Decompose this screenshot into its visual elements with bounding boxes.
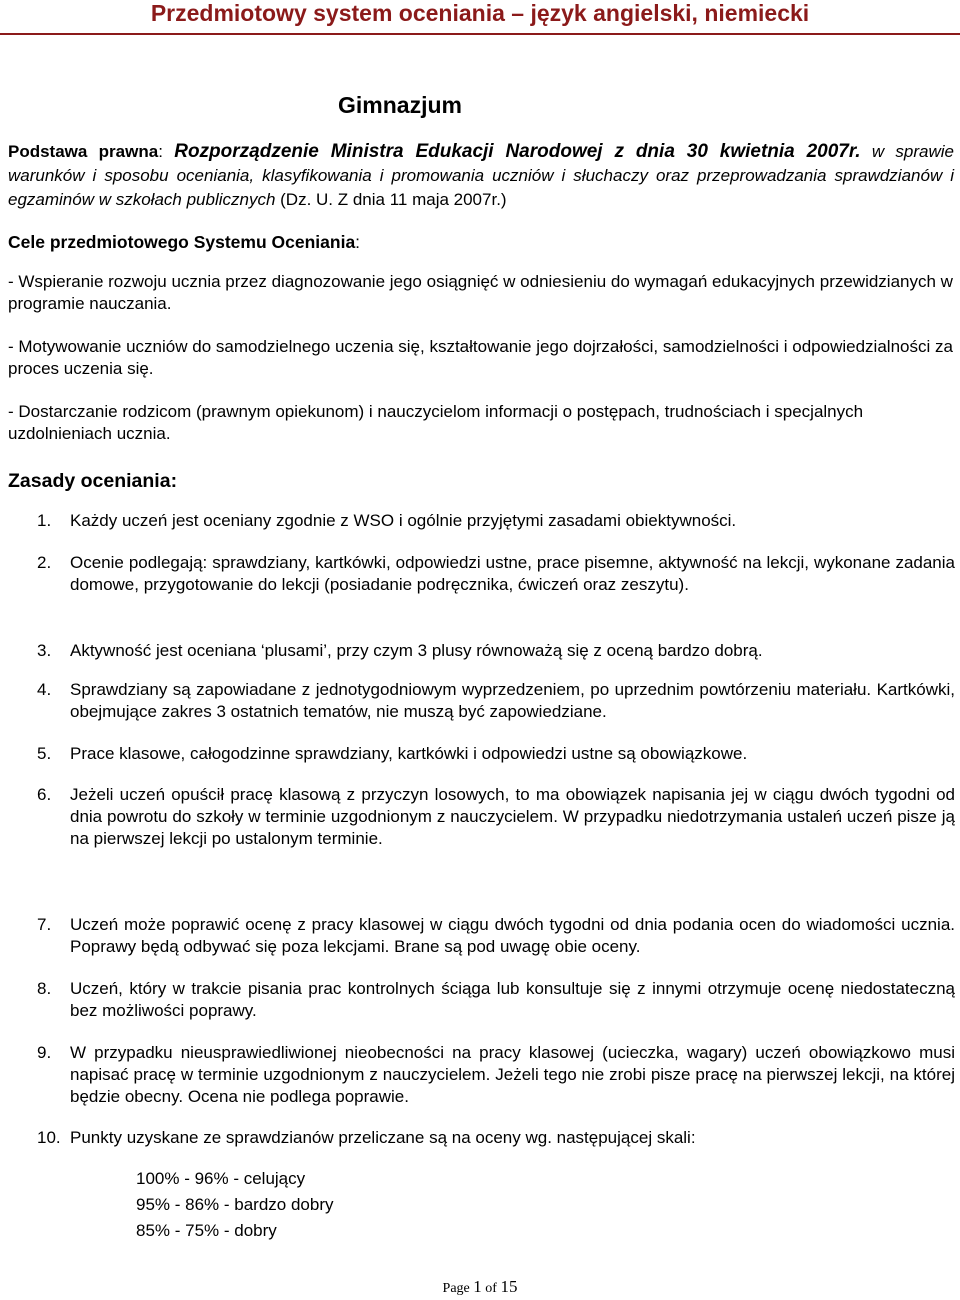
goal-item: - Dostarczanie rodzicom (prawnym opiekunom) i nauczycielom informacji o postępach, trudnościach i specjalnych uzdolnieniach ucznia. (8, 402, 864, 443)
rules-heading: Zasady oceniania: (8, 470, 178, 492)
goal-item: - Wspieranie rozwoju ucznia przez diagnozowanie jego osiągnięć w odniesieniu do wymagań edukacyjnych przewidzianych w programie nauczania. (8, 272, 953, 313)
legal-basis-title: Rozporządzenie Ministra Edukacji Narodowej z dnia 30 kwietnia 2007r. (174, 141, 861, 162)
footer-current-page: 1 (473, 1277, 482, 1296)
goal-item: - Motywowanie uczniów do samodzielnego uczenia się, kształtowanie jego dojrzałości, samodzielności i odpowiedzialności za proces uczenia się. (8, 337, 953, 378)
rule-item (37, 743, 955, 765)
legal-basis-colon: : (158, 142, 175, 161)
section-title: Gimnazjum (338, 92, 462, 118)
rule-text: Prace klasowe, całogodzinne sprawdziany, kartkówki i odpowiedzi ustne są obowiązkowe. (70, 744, 748, 763)
rule-number: 6. (37, 785, 52, 804)
rule-item (37, 784, 955, 850)
goals-heading-text: Cele przedmiotowego Systemu Oceniania (8, 232, 356, 252)
legal-basis-description: w sprawie warunków i sposobu oceniania, klasyfikowania i promowania uczniów i słuchaczy oraz przeprowadzania sprawdzianów i egzaminów w szkołach publicznych (8, 142, 954, 209)
legal-basis-label: Podstawa prawna (8, 142, 159, 161)
rule-text: Punkty uzyskane ze sprawdzianów przeliczane są na oceny wg. następującej skali: (70, 1128, 696, 1147)
rule-text: Aktywność jest oceniana ‘plusami’, przy czym 3 plusy równoważą się z oceną bardzo dobrą. (70, 641, 763, 660)
grading-scale-item: 95% - 86% - bardzo dobry (136, 1195, 334, 1214)
footer-page-word: Page (442, 1281, 470, 1296)
legal-basis-paragraph (8, 140, 954, 212)
rule-number: 5. (37, 744, 52, 763)
grading-scale-item: 100% - 96% - celujący (136, 1169, 306, 1188)
rule-text: Jeżeli uczeń opuścił pracę klasową z przyczyn losowych, to ma obowiązek napisania jej w ciągu dwóch tygodni od dnia powrotu do szkoły w terminie uzgodnionym z nauczycielem. W przypadku niedotrzymania ustaleń uczeń pisze ją na pierwszej lekcji po ustalonym terminie. (70, 785, 955, 848)
rule-text: Sprawdziany są zapowiadane z jednotygodniowym wyprzedzeniem, po uprzednim powtórzeniu materiału. Kartkówki, obejmujące zakres 3 ostatnich tematów, nie muszą być zapowiedziane. (70, 680, 955, 721)
header-divider (0, 33, 960, 35)
footer-total-pages: 15 (500, 1277, 518, 1296)
rule-item (37, 1042, 955, 1108)
footer-of-word: of (485, 1281, 497, 1296)
rule-text: Ocenie podlegają: sprawdziany, kartkówki, odpowiedzi ustne, prace pisemne, aktywność na lekcji, wykonane zadania domowe, przygotowanie do lekcji (posiadanie podręcznika, ćwiczeń oraz zeszytu). (70, 553, 955, 594)
rule-number: 2. (37, 553, 52, 572)
rule-item (37, 640, 955, 662)
rule-text: Uczeń może poprawić ocenę z pracy klasowej w ciągu dwóch tygodni od dnia podania ocen do wiadomości ucznia. Poprawy będą odbywać się poza lekcjami. Brane są pod uwagę obie oceny. (70, 915, 955, 956)
rule-item (37, 914, 955, 958)
rule-item (37, 552, 955, 596)
rule-item (37, 1127, 955, 1149)
rule-number: 7. (37, 915, 52, 934)
grading-scale-item: 85% - 75% - dobry (136, 1221, 277, 1240)
goals-heading (8, 230, 954, 254)
rule-text: Uczeń, który w trakcie pisania prac kontrolnych ściąga lub konsultuje się z innymi otrzymuje ocenę niedostateczną bez możliwości poprawy. (70, 979, 955, 1020)
rule-text: Każdy uczeń jest oceniany zgodnie z WSO i ogólnie przyjętymi zasadami obiektywności. (70, 511, 737, 530)
rule-item (37, 978, 955, 1022)
rule-number: 1. (37, 511, 52, 530)
legal-basis-reference: (Dz. U. Z dnia 11 maja 2007r.) (275, 190, 507, 209)
rule-number: 10. (37, 1128, 61, 1147)
document-header-title: Przedmiotowy system oceniania – język angielski, niemiecki (150, 0, 810, 26)
rule-number: 3. (37, 641, 52, 660)
rule-number: 9. (37, 1043, 52, 1062)
rule-number: 8. (37, 979, 52, 998)
rule-item (37, 510, 955, 532)
rule-item (37, 679, 955, 723)
page-footer (0, 1276, 960, 1300)
goals-heading-colon: : (355, 232, 361, 252)
rule-text: W przypadku nieusprawiedliwionej nieobecności na pracy klasowej (ucieczka, wagary) uczeń obowiązkowo musi napisać pracę w terminie uzgodnionym z nauczycielem. Jeżeli tego nie zrobi pisze pracę na pierwszej lekcji, na której będzie obecny. Ocena nie podlega poprawie. (70, 1043, 955, 1106)
rule-number: 4. (37, 680, 52, 699)
